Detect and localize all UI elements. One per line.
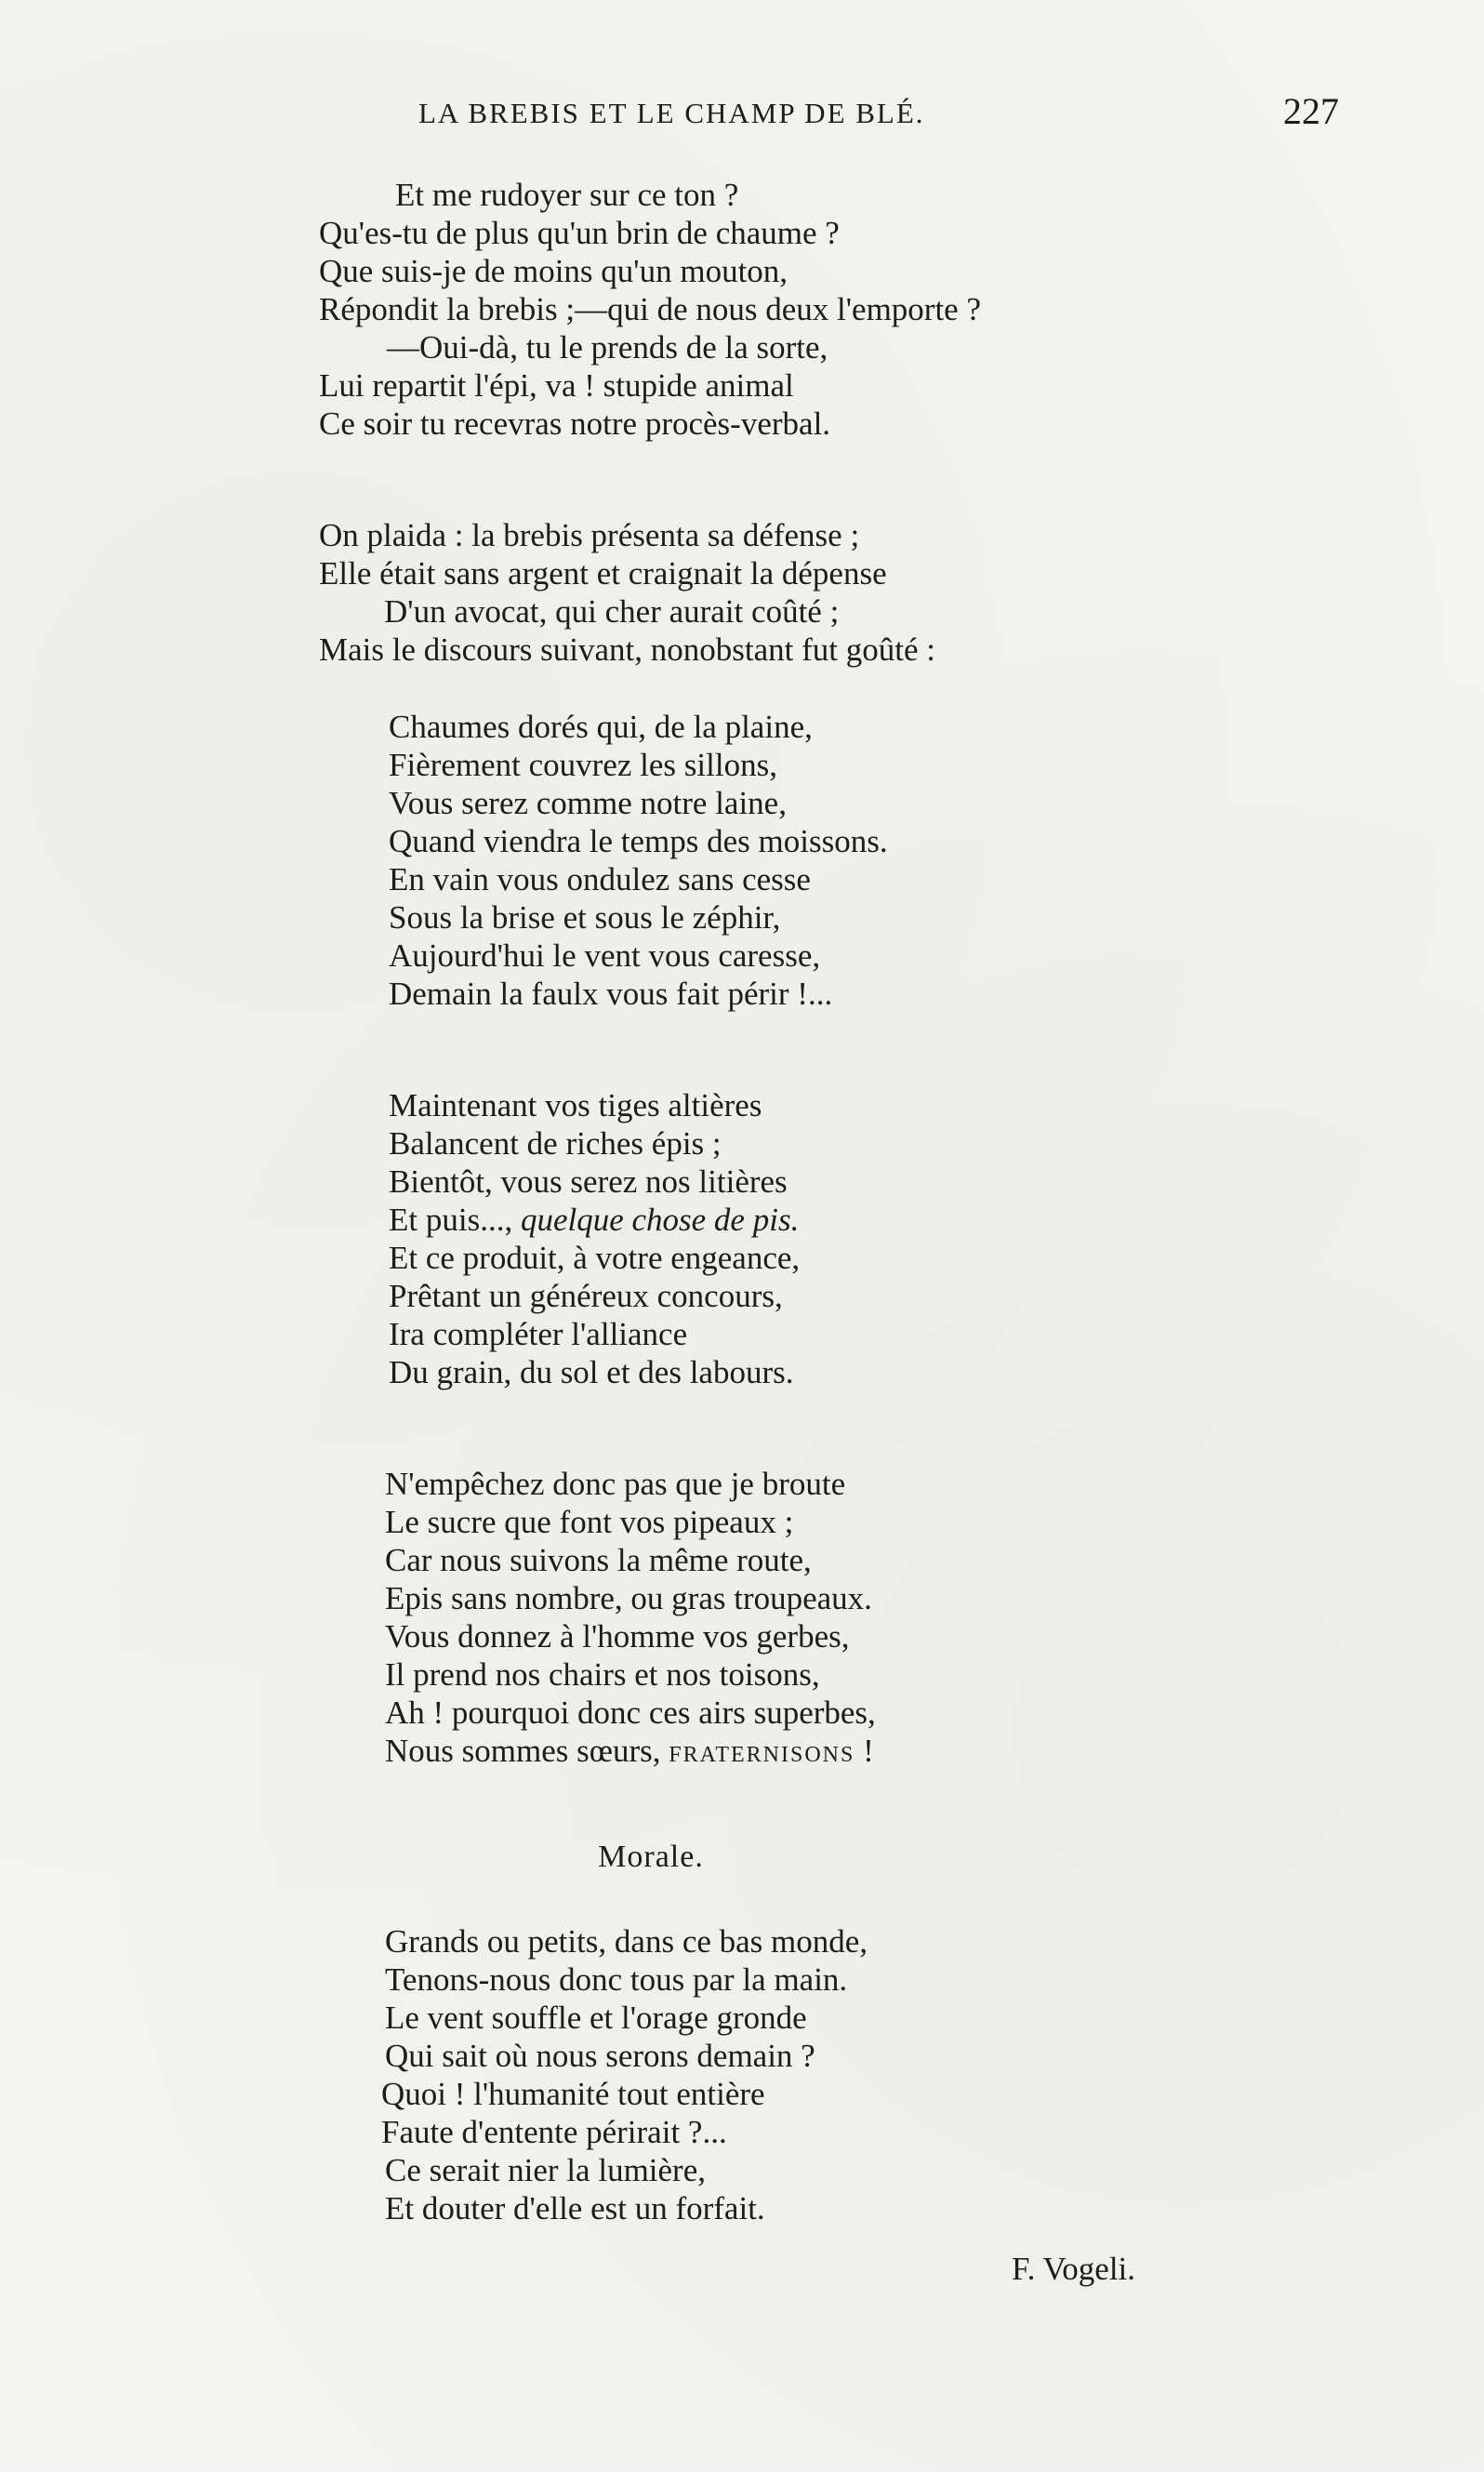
verse-line: Mais le discours suivant, nonobstant fut goûté : xyxy=(319,631,935,668)
verse-line: Ce serait nier la lumière, xyxy=(385,2152,706,2188)
verse-line: Ce soir tu recevras notre procès-verbal. xyxy=(319,405,831,442)
verse-line: Balancent de riches épis ; xyxy=(389,1125,722,1162)
verse-line: On plaida : la brebis présenta sa défense ; xyxy=(319,517,860,553)
verse-line: —Oui-dà, tu le prends de la sorte, xyxy=(387,329,828,365)
verse-line: Bientôt, vous serez nos litières xyxy=(389,1163,788,1200)
verse-line: En vain vous ondulez sans cesse xyxy=(389,861,811,897)
verse-line: Quoi ! l'humanité tout entière xyxy=(381,2076,765,2112)
verse-line: Répondit la brebis ;—qui de nous deux l'emporte ? xyxy=(319,291,981,327)
verse-line: Qui sait où nous serons demain ? xyxy=(385,2038,815,2074)
verse-line: Aujourd'hui le vent vous caresse, xyxy=(389,937,821,974)
page-header xyxy=(0,89,1484,145)
verse-line: N'empêchez donc pas que je broute xyxy=(385,1466,846,1502)
page-number: 227 xyxy=(1283,90,1339,132)
verse-line: Prêtant un généreux concours, xyxy=(389,1278,783,1314)
small-caps-word: FRATERNISONS xyxy=(669,1743,855,1767)
verse-line: Ira compléter l'alliance xyxy=(389,1316,688,1352)
verse-line: Et ce produit, à votre engeance, xyxy=(389,1240,801,1276)
verse-line: D'un avocat, qui cher aurait coûté ; xyxy=(384,593,840,630)
verse-line: Vous donnez à l'homme vos gerbes, xyxy=(385,1618,850,1655)
running-title: LA BREBIS ET LE CHAMP DE BLÉ. xyxy=(418,97,925,129)
verse-line: Lui repartit l'épi, va ! stupide animal xyxy=(319,367,794,404)
verse-line: Et douter d'elle est un forfait. xyxy=(385,2190,765,2226)
verse-line: Quand viendra le temps des moissons. xyxy=(389,823,888,859)
verse-line: Grands ou petits, dans ce bas monde, xyxy=(385,1923,868,1960)
section-heading: Morale. xyxy=(598,1840,704,1874)
verse-line: Le vent souffle et l'orage gronde xyxy=(385,2000,807,2036)
verse-line: Que suis-je de moins qu'un mouton, xyxy=(319,253,788,289)
verse-line: Du grain, du sol et des labours. xyxy=(389,1354,794,1390)
verse-line: Chaumes dorés qui, de la plaine, xyxy=(389,709,813,745)
verse-line: Demain la faulx vous fait périr !... xyxy=(389,976,833,1012)
verse-line: Sous la brise et sous le zéphir, xyxy=(389,899,781,936)
author-signature: F. Vogeli. xyxy=(1012,2251,1136,2287)
verse-line: Epis sans nombre, ou gras troupeaux. xyxy=(385,1580,872,1616)
verse-line: Le sucre que font vos pipeaux ; xyxy=(385,1504,794,1540)
verse-text: Nous sommes sœurs, xyxy=(385,1733,669,1769)
verse-line: Car nous suivons la même route, xyxy=(385,1542,812,1578)
verse-line: Faute d'entente périrait ?... xyxy=(381,2114,727,2150)
verse-line xyxy=(385,1733,874,1774)
verse-line: Maintenant vos tiges altières xyxy=(389,1087,762,1123)
verse-line: Ah ! pourquoi donc ces airs superbes, xyxy=(385,1695,876,1731)
verse-line: Et me rudoyer sur ce ton ? xyxy=(395,177,739,213)
verse-line: Qu'es-tu de plus qu'un brin de chaume ? xyxy=(319,215,840,251)
verse-line: Vous serez comme notre laine, xyxy=(389,785,787,821)
verse-text: ! xyxy=(855,1733,874,1769)
verse-line: Il prend nos chairs et nos toisons, xyxy=(385,1656,820,1693)
italic-phrase: quelque chose de pis. xyxy=(520,1202,800,1238)
verse-line: Elle était sans argent et craignait la dépense xyxy=(319,555,887,591)
verse-text: Et puis..., xyxy=(389,1202,521,1238)
verse-line: Tenons-nous donc tous par la main. xyxy=(385,1961,848,1998)
verse-line: Fièrement couvrez les sillons, xyxy=(389,747,777,783)
verse-line xyxy=(389,1202,799,1239)
